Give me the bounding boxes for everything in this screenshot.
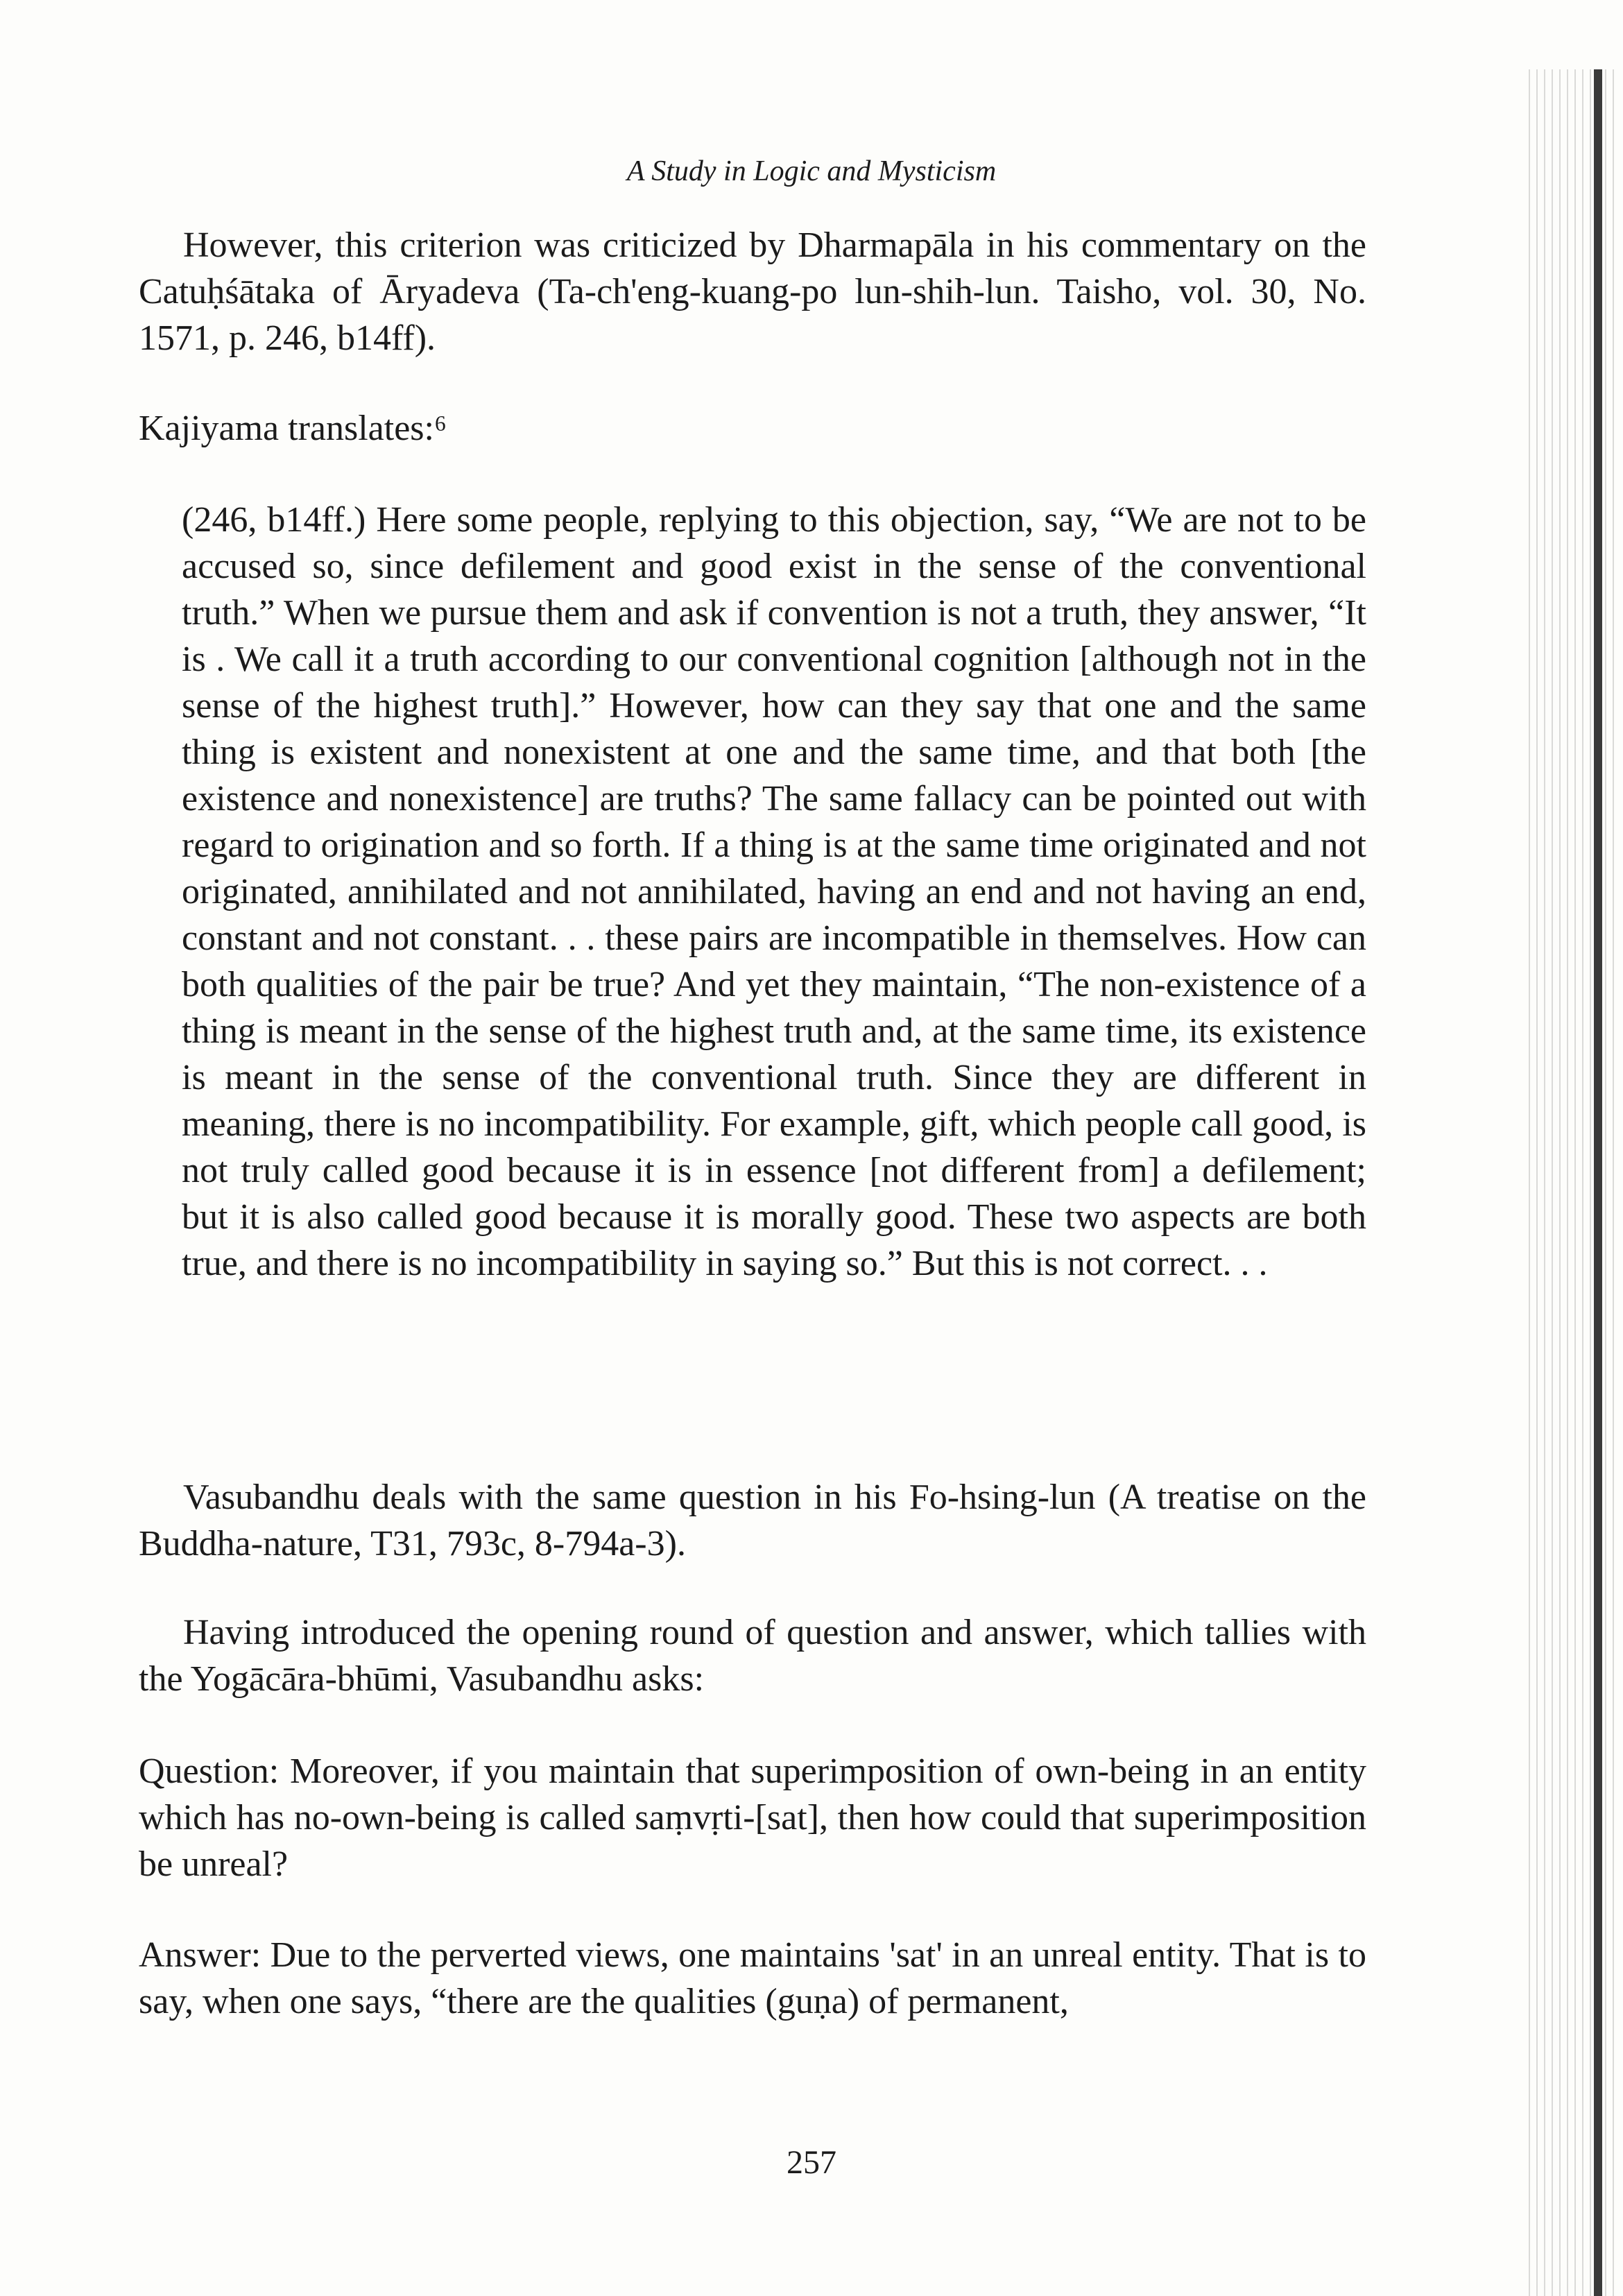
page-number: 257: [787, 2144, 836, 2181]
paragraph-kajiyama: Kajiyama translates:⁶: [139, 409, 447, 448]
binding-edge: [1594, 69, 1602, 2296]
paragraph-dharmapala: However, this criterion was criticized by Dharmapāla in his commentary on the Catuḥśātaka of Āryadeva (Ta-ch'eng-kuang-po lun-shih-lun. Taisho, vol. 30, No. 1571, p. 246, b14ff).: [139, 225, 1366, 358]
paragraph-answer: Answer: Due to the perverted views, one maintains 'sat' in an unreal entity. That is to say, when one says, “there are the qualities (guṇa) of permanent,: [139, 1935, 1366, 2021]
block-quote-kajiyama: (246, b14ff.) Here some people, replying to this objection, say, “We are not to be accused so, since defilement and good exist in the sense of the conventional truth.” When we pursue them and ask if convention is not a truth, they answer, “It is . We call it a truth according to our conventional cognition [although not in the sense of the highest truth].” However, how can they say that one and the same thing is existent and nonexistent at one and the same time, and that both [the existence and nonexistence] are truths? The same fallacy can be pointed out with regard to origination and so forth. If a thing is at the same time originated and not originated, annihilated and not annihilated, having an end and not having an end, constant and not constant. . . these pairs are incompatible in themselves. How can both qualities of the pair be true? And yet they maintain, “The non-existence of a thing is meant in the sense of the highest truth and, at the same time, its existence is meant in the sense of the conventional truth. Since they are different in meaning, there is no incompatibility. For example, gift, which people call good, is not truly called good because it is in essence [not different from] a defilement; but it is also called good because it is morally good. These two aspects are both true, and there is no incompatibility in saying so.” But this is not correct. . .: [182, 500, 1366, 1283]
paragraph-question: Question: Moreover, if you maintain that superimposition of own-being in an entity which has no-own-being is called saṃvṛti-[sat], then how could that superimposition be unreal?: [139, 1751, 1366, 1884]
paragraph-opening-round: Having introduced the opening round of question and answer, which tallies with the Yogācāra-bhūmi, Vasubandhu asks:: [139, 1613, 1366, 1699]
paragraph-vasubandhu: Vasubandhu deals with the same question in his Fo-hsing-lun (A treatise on the Buddha-nature, T31, 793c, 8-794a-3).: [139, 1477, 1366, 1563]
running-head: A Study in Logic and Mysticism: [626, 155, 997, 187]
